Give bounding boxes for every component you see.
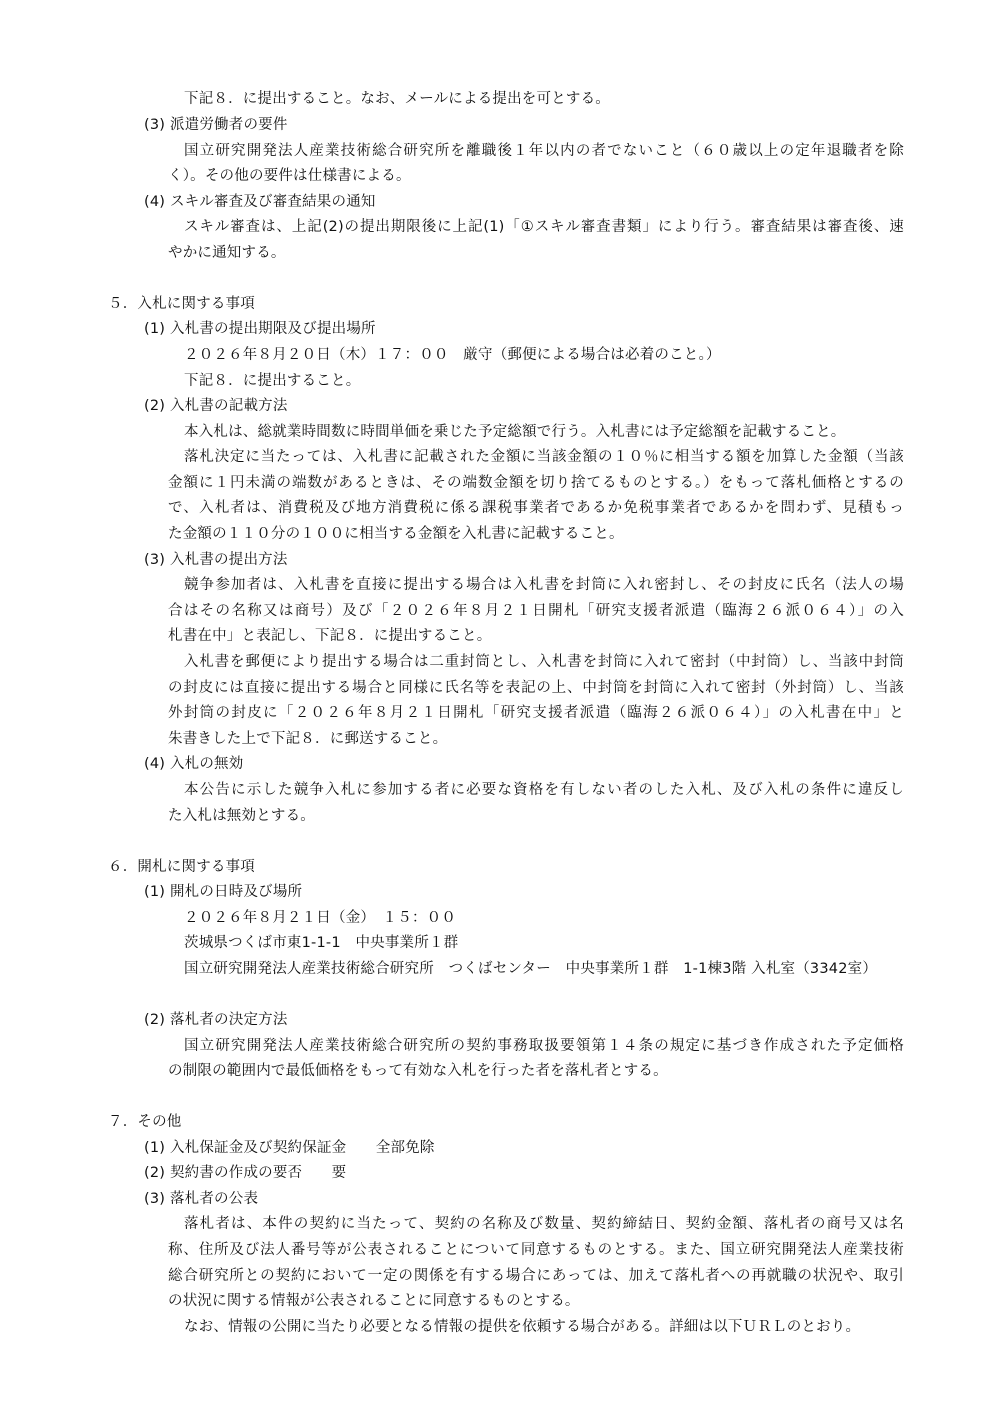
paragraph-line: 金額に１円未満の端数があるときは、その端数金額を切り捨てるものとする。）をもって落札価格とするの bbox=[168, 475, 904, 491]
subsection-heading: (3) 入札書の提出方法 bbox=[144, 552, 288, 568]
section-heading: ７．その他 bbox=[108, 1114, 182, 1130]
paragraph-line: 朱書きした上で下記８．に郵送すること。 bbox=[168, 731, 448, 747]
paragraph-line: 国立研究開発法人産業技術総合研究所を離職後１年以内の者でないこと（６０歳以上の定年退職者を除 bbox=[184, 143, 904, 159]
paragraph-line: スキル審査は、上記(2)の提出期限後に上記(1)「①スキル審査書類」により行う。審査結果は審査後、速 bbox=[184, 219, 904, 235]
paragraph-line: 合はその名称又は商号）及び「２０２６年８月２１日開札「研究支援者派遣（臨海２６派０６４）」の入 bbox=[168, 603, 904, 619]
subsection-heading: (4) 入札の無効 bbox=[144, 756, 244, 772]
paragraph-line: く）。その他の要件は仕様書による。 bbox=[168, 168, 411, 184]
subsection-heading: (2) 契約書の作成の要否 要 bbox=[144, 1165, 347, 1181]
paragraph-line: の制限の範囲内で最低価格をもって有効な入札を行った者を落札者とする。 bbox=[168, 1063, 668, 1079]
subsection-heading: (2) 入札書の記載方法 bbox=[144, 398, 288, 414]
section-heading: ５．入札に関する事項 bbox=[108, 296, 255, 312]
subsection-heading: (4) スキル審査及び審査結果の通知 bbox=[144, 194, 376, 210]
paragraph-line: やかに通知する。 bbox=[168, 245, 286, 261]
paragraph-line: た金額の１１０分の１００に相当する金額を入札書に記載すること。 bbox=[168, 526, 624, 542]
paragraph-line: 入札書を郵便により提出する場合は二重封筒とし、入札書を封筒に入れて密封（中封筒）し、当該中封筒 bbox=[184, 654, 904, 670]
subsection-heading: (1) 開札の日時及び場所 bbox=[144, 884, 303, 900]
subsection-heading: (3) 派遣労働者の要件 bbox=[144, 117, 288, 133]
subsection-heading: (1) 入札保証金及び契約保証金 全部免除 bbox=[144, 1140, 435, 1156]
paragraph-line: 下記８．に提出すること。 bbox=[184, 373, 361, 389]
paragraph-line: 外封筒の封皮に「２０２６年８月２１日開札「研究支援者派遣（臨海２６派０６４）」の入札書在中」と bbox=[168, 705, 904, 721]
subsection-heading: (2) 落札者の決定方法 bbox=[144, 1012, 288, 1028]
deadline-datetime: ２０２６年８月２０日（木）１７：００ 厳守（郵便による場合は必着のこと。） bbox=[184, 347, 721, 363]
opening-datetime: ２０２６年８月２１日（金） １５：００ bbox=[184, 910, 457, 926]
paragraph-line: 本公告に示した競争入札に参加する者に必要な資格を有しない者のした入札、及び入札の条件に違反し bbox=[184, 782, 904, 798]
paragraph-line: 落札決定に当たっては、入札書に記載された金額に当該金額の１０％に相当する額を加算した金額（当該 bbox=[184, 449, 904, 465]
address-line: 茨城県つくば市東1-1-1 中央事業所１群 bbox=[184, 935, 459, 951]
paragraph-line: 本入札は、総就業時間数に時間単価を乗じた予定総額で行う。入札書には予定総額を記載すること。 bbox=[184, 424, 846, 440]
paragraph-line: 国立研究開発法人産業技術総合研究所の契約事務取扱要領第１４条の規定に基づき作成された予定価格 bbox=[184, 1038, 904, 1054]
subsection-heading: (1) 入札書の提出期限及び提出場所 bbox=[144, 321, 376, 337]
paragraph-line: 競争参加者は、入札書を直接に提出する場合は入札書を封筒に入れ密封し、その封皮に氏名（法人の場 bbox=[184, 577, 904, 593]
paragraph-line: 落札者は、本件の契約に当たって、契約の名称及び数量、契約締結日、契約金額、落札者の商号又は名 bbox=[184, 1216, 904, 1232]
section-heading: ６．開札に関する事項 bbox=[108, 859, 255, 875]
paragraph-line: 下記８．に提出すること。なお、メールによる提出を可とする。 bbox=[184, 91, 611, 107]
subsection-heading: (3) 落札者の公表 bbox=[144, 1191, 259, 1207]
paragraph-line: 称、住所及び法人番号等が公表されることについて同意するものとする。また、国立研究開発法人産業技術 bbox=[168, 1242, 904, 1258]
paragraph-line: の封皮には直接に提出する場合と同様に氏名等を表記の上、中封筒を封筒に入れて密封（外封筒）し、当該 bbox=[168, 680, 904, 696]
paragraph-line: た入札は無効とする。 bbox=[168, 808, 315, 824]
address-line: 国立研究開発法人産業技術総合研究所 つくばセンター 中央事業所１群 1-1棟3階 入札室（3342室） bbox=[184, 961, 878, 977]
paragraph-line: 札書在中」と表記し、下記８．に提出すること。 bbox=[168, 628, 492, 644]
paragraph-line: なお、情報の公開に当たり必要となる情報の提供を依頼する場合がある。詳細は以下ＵＲＬのとおり。 bbox=[184, 1319, 861, 1335]
paragraph-line: で、入札者は、消費税及び地方消費税に係る課税事業者であるか免税事業者であるかを問わず、見積もっ bbox=[168, 500, 904, 516]
paragraph-line: の状況に関する情報が公表されることに同意するものとする。 bbox=[168, 1293, 580, 1309]
paragraph-line: 総合研究所との契約において一定の関係を有する場合にあっては、加えて落札者への再就職の状況や、取引 bbox=[168, 1268, 904, 1284]
